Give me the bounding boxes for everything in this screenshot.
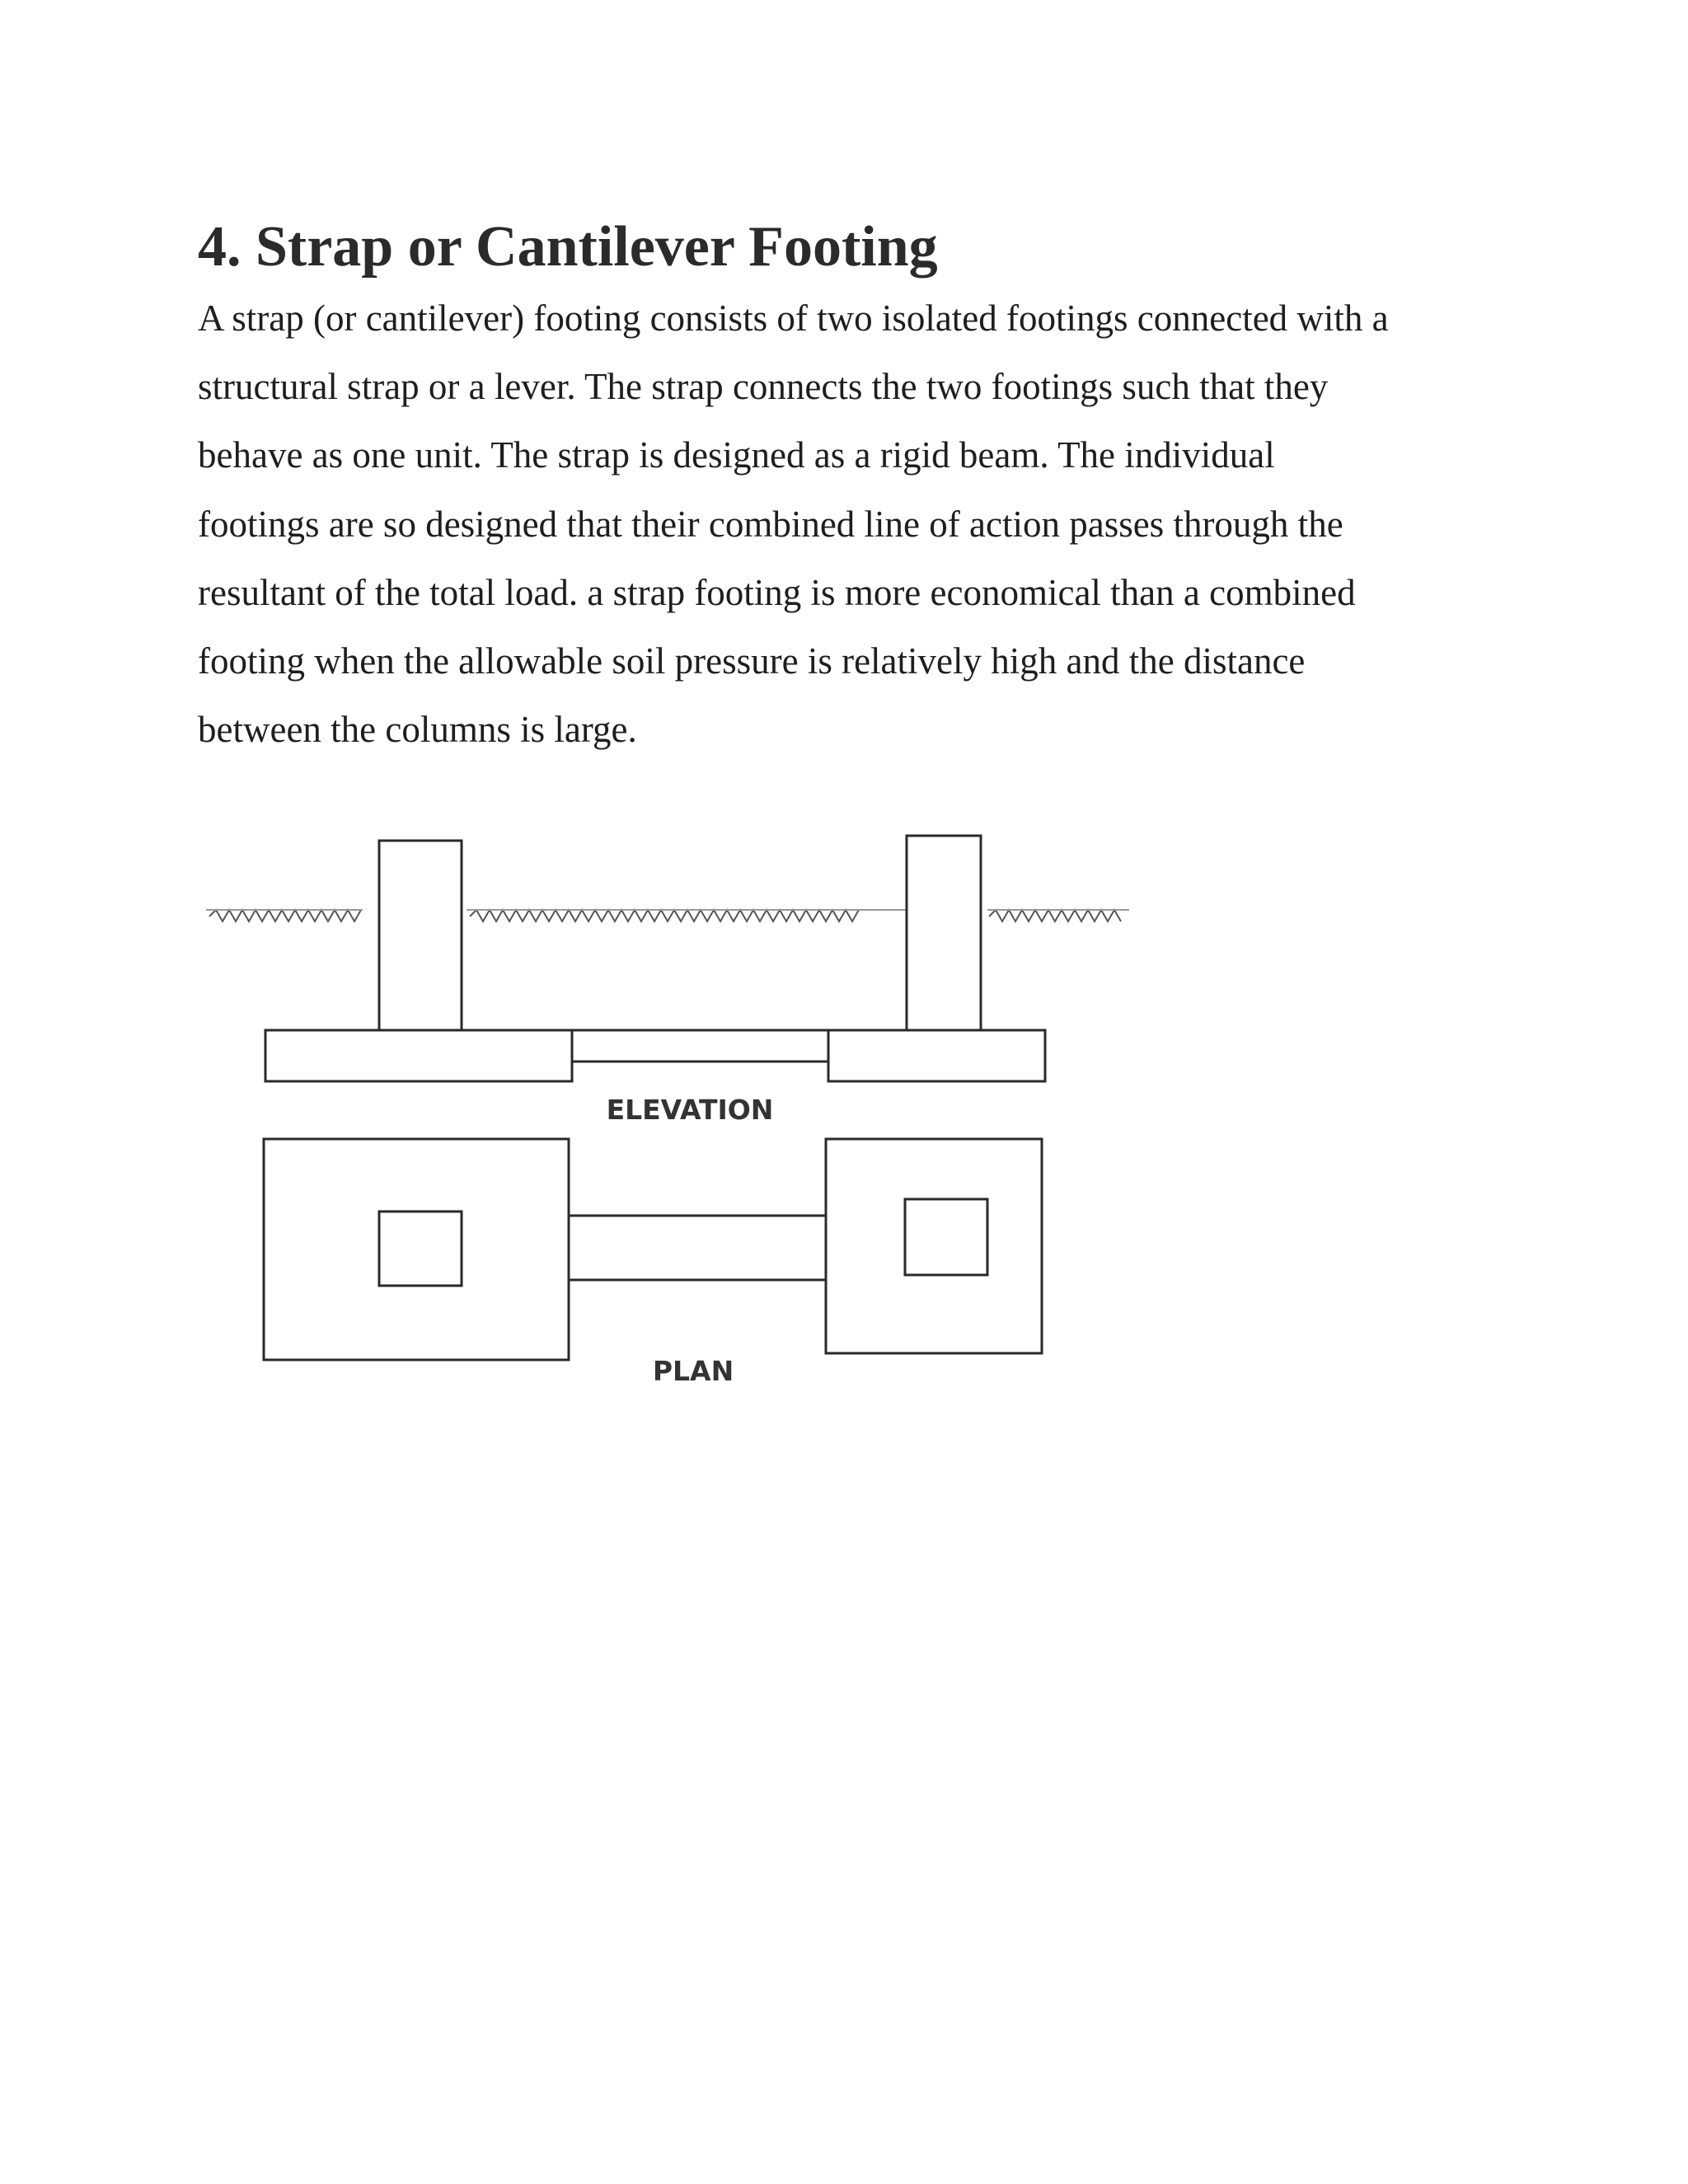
paragraph-line: footings are so designed that their combined line of action passes through the (198, 503, 1343, 545)
strap-beam-plan (569, 1216, 826, 1280)
left-column-elevation (379, 841, 462, 1030)
left-footing-elevation (265, 1030, 572, 1081)
strap-beam-elevation (572, 1030, 828, 1062)
ground-hatch-middle (470, 910, 859, 921)
right-footing-elevation (828, 1030, 1045, 1081)
left-footing-plan (264, 1139, 569, 1360)
paragraph-line: A strap (or cantilever) footing consists of two isolated footings connected with a (198, 298, 1389, 339)
ground-hatch (206, 910, 1129, 921)
elevation-label: ELEVATION (606, 1094, 774, 1126)
paragraph (198, 284, 1517, 764)
paragraph-line: resultant of the total load. a strap footing is more economical than a combined (198, 571, 1356, 613)
paragraph-line: footing when the allowable soil pressure is relatively high and the distance (198, 640, 1306, 682)
strap-footing-figure (198, 824, 1154, 1409)
ground-hatch-left (209, 910, 361, 921)
right-footing-plan (826, 1139, 1042, 1353)
section-heading: 4. Strap or Cantilever Footing (198, 215, 938, 279)
paragraph-line: structural strap or a lever. The strap connects the two footings such that they (198, 366, 1329, 408)
paragraph-line: between the columns is large. (198, 709, 637, 751)
right-column-elevation (907, 836, 981, 1030)
plan-view (264, 1139, 1042, 1360)
paragraph-line: behave as one unit. The strap is designed as a rigid beam. The individual (198, 434, 1275, 476)
strap-footing-diagram (198, 824, 1154, 1409)
elevation-view (206, 836, 1129, 1081)
plan-label: PLAN (652, 1355, 734, 1387)
ground-hatch-right (989, 910, 1121, 921)
